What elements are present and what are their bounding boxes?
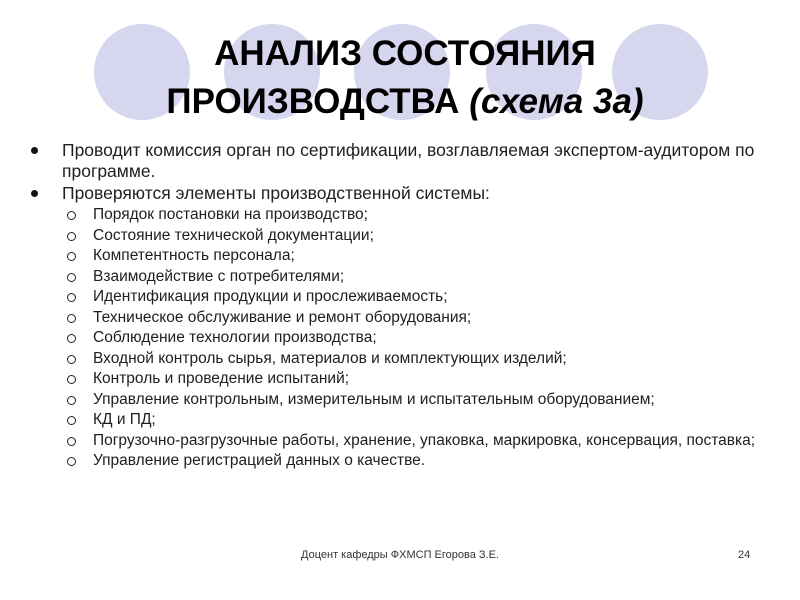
ring-bullet-icon xyxy=(67,355,76,364)
sub-item-text: КД и ПД; xyxy=(93,411,156,428)
sub-item xyxy=(28,431,778,452)
sub-item xyxy=(28,410,778,431)
ring-bullet-icon xyxy=(67,232,76,241)
sub-item-text: Техническое обслуживание и ремонт оборудования; xyxy=(93,308,472,326)
sub-item xyxy=(28,267,778,288)
sub-item xyxy=(28,451,778,472)
sub-item-text: Контроль и проведение испытаний; xyxy=(93,370,350,387)
sub-item-text: Состояние технической документации; xyxy=(93,226,374,244)
sub-item xyxy=(28,390,778,411)
sub-item xyxy=(28,287,778,308)
sub-item-text: Взаимодействие с потребителями; xyxy=(93,267,345,285)
ring-bullet-icon xyxy=(67,211,76,220)
sub-item xyxy=(28,205,778,226)
sub-item-text: Управление контрольным, измерительным и испытательным оборудованием; xyxy=(93,390,655,408)
sub-item-text: Управление регистрацией данных о качестве. xyxy=(93,452,426,469)
slide-footer: Доцент кафедры ФХМСП Егорова З.Е. xyxy=(301,549,499,561)
title-line-2-main: ПРОИЗВОДСТВА xyxy=(166,82,460,121)
page-number: 24 xyxy=(738,549,751,561)
sub-item-text: Идентификация продукции и прослеживаемость; xyxy=(93,288,448,305)
ring-bullet-icon xyxy=(67,396,76,405)
title-line-2 xyxy=(110,78,700,126)
ring-bullet-icon xyxy=(67,314,76,323)
slide-content xyxy=(28,140,778,472)
ring-bullet-icon xyxy=(67,334,76,343)
sub-item-text: Входной контроль сырья, материалов и комплектующих изделий; xyxy=(93,349,567,367)
ring-bullet-icon xyxy=(67,252,76,261)
bullet-text: Проводит комиссия орган по сертификации, возглавляемая экспертом-аудитором по программе. xyxy=(62,140,755,181)
title-line-2-italic: (схема 3а) xyxy=(469,82,644,121)
ring-bullet-icon xyxy=(67,437,76,446)
slide-title xyxy=(110,30,700,126)
ring-bullet-icon xyxy=(67,457,76,466)
sub-item xyxy=(28,246,778,267)
sub-item-text: Порядок постановки на производство; xyxy=(93,206,368,223)
sub-item-text: Соблюдение технологии производства; xyxy=(93,329,377,346)
bullet-dot-icon xyxy=(31,190,38,197)
bullet-text: Проверяются элементы производственной системы: xyxy=(62,183,490,203)
sub-item xyxy=(28,308,778,329)
ring-bullet-icon xyxy=(67,416,76,425)
bullet-item xyxy=(28,140,778,182)
title-line-1: АНАЛИЗ СОСТОЯНИЯ xyxy=(214,34,596,73)
sub-item xyxy=(28,369,778,390)
sub-item xyxy=(28,226,778,247)
ring-bullet-icon xyxy=(67,293,76,302)
sub-item-text: Компетентность персонала; xyxy=(93,247,295,264)
sub-item xyxy=(28,328,778,349)
ring-bullet-icon xyxy=(67,273,76,282)
bullet-item xyxy=(28,183,778,204)
ring-bullet-icon xyxy=(67,375,76,384)
bullet-dot-icon xyxy=(31,147,38,154)
sub-item xyxy=(28,349,778,370)
sub-item-text: Погрузочно-разгрузочные работы, хранение, упаковка, маркировка, консервация, поставка; xyxy=(93,431,756,449)
